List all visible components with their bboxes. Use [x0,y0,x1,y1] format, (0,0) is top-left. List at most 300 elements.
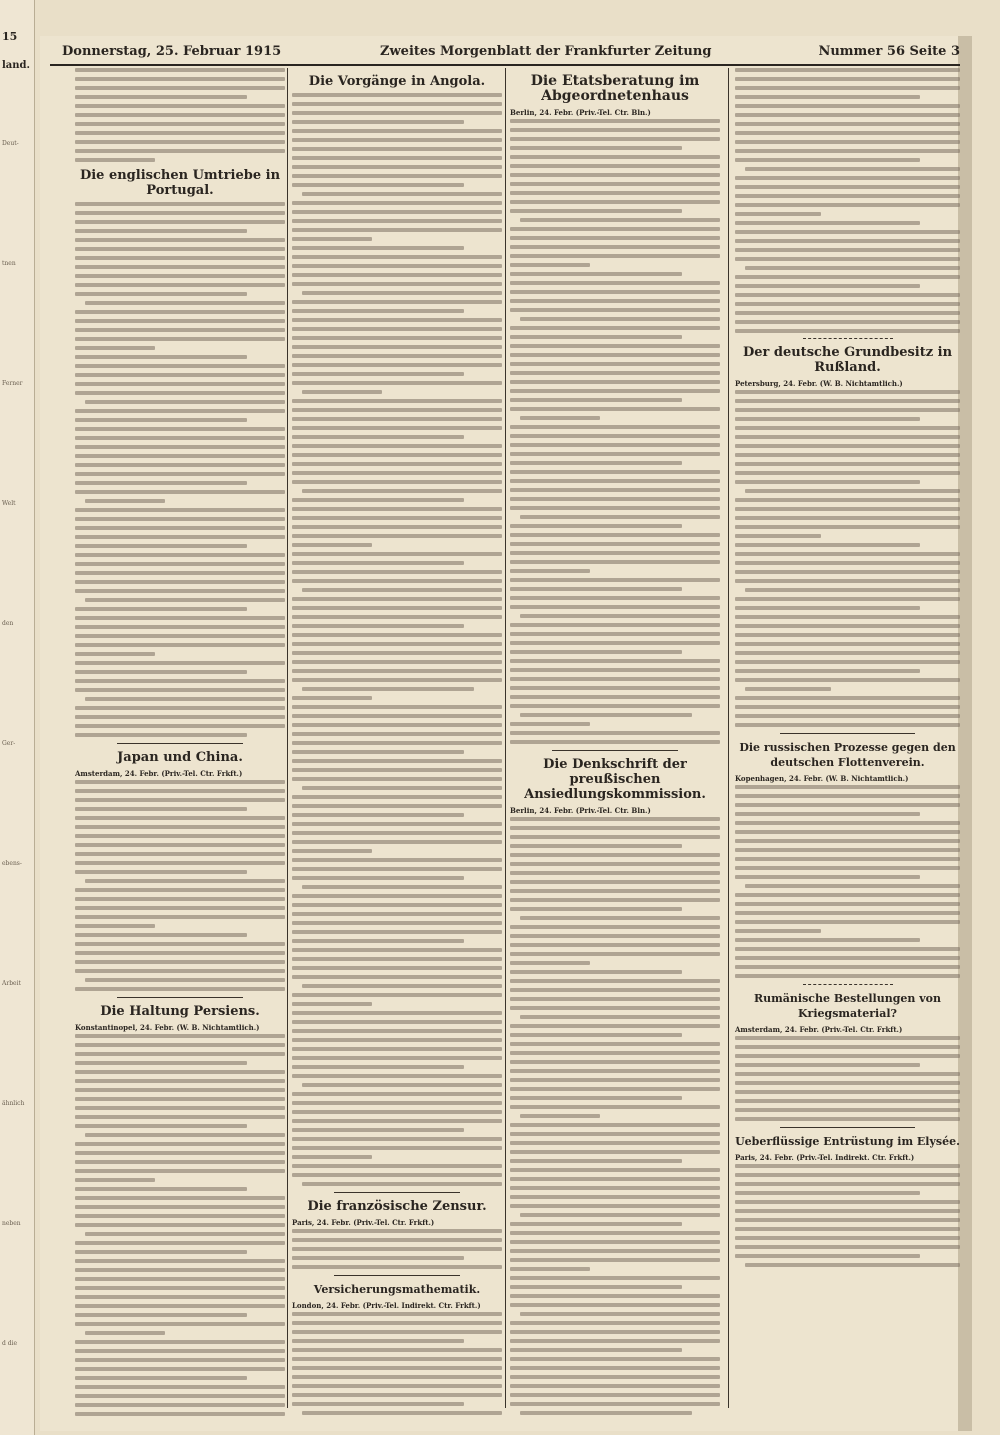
text-line [75,924,155,928]
text-line [735,848,960,852]
text-line [735,920,960,924]
previous-page-edge [0,0,35,1435]
text-line [292,156,502,160]
text-line [75,364,285,368]
text-line [735,1054,960,1058]
text-line [292,255,502,259]
text-line [292,660,502,664]
text-line [735,248,960,252]
text-line [292,939,464,943]
text-line [75,897,285,901]
text-line [292,840,502,844]
text-line [520,713,692,717]
text-line [75,1259,285,1263]
text-line [85,598,285,602]
text-line [735,390,960,394]
text-line [75,283,285,287]
text-line [75,580,285,584]
article-body [510,119,720,744]
text-line [510,1258,720,1262]
text-line [510,569,590,573]
text-line [735,1209,960,1213]
text-line [510,623,720,627]
text-line [510,398,682,402]
text-line [75,104,285,108]
text-line [75,220,285,224]
text-line [292,912,502,916]
text-line [735,785,960,789]
text-line [510,1186,720,1190]
text-line [735,803,960,807]
text-line [735,1245,960,1249]
text-line [735,1254,920,1258]
text-line [510,952,720,956]
text-line [292,876,464,880]
text-line [85,1331,165,1335]
text-line [302,489,502,493]
text-line [510,1294,720,1298]
text-line [292,1092,502,1096]
text-line [75,1394,285,1398]
text-line [510,925,720,929]
text-line [292,282,502,286]
text-line [735,1164,960,1168]
text-line [735,525,960,529]
text-line [510,1024,720,1028]
text-line [510,1357,720,1361]
text-line [510,1006,720,1010]
text-line [75,834,285,838]
text-line [292,219,502,223]
separator [117,997,243,998]
text-line [85,697,285,701]
text-line [75,888,285,892]
text-line [510,254,720,258]
text-line [292,1375,502,1379]
text-line [510,1222,682,1226]
text-line [510,443,720,447]
text-line [75,535,285,539]
edge-fragment: Ger- [2,740,16,747]
separator [780,1127,915,1128]
text-line [75,1304,285,1308]
text-line [292,1366,502,1370]
text-line [292,1155,372,1159]
text-line [75,1124,247,1128]
text-line [75,481,247,485]
text-line [510,1141,720,1145]
text-line [75,1034,285,1038]
text-line [745,489,960,493]
text-line [75,149,285,153]
text-line [735,149,960,153]
ornamental-rule [803,338,893,339]
text-line [75,158,155,162]
text-line [510,308,720,312]
text-line [292,849,372,853]
text-line [75,715,285,719]
text-line [292,1321,502,1325]
text-line [292,462,502,466]
text-line [75,122,285,126]
text-line [75,1223,285,1227]
text-line [510,200,720,204]
text-line [735,821,960,825]
text-line [75,870,247,874]
text-line [75,490,285,494]
edge-fragment: ebens- [2,860,22,867]
text-line [75,427,285,431]
text-line [302,291,502,295]
text-line [510,1249,720,1253]
text-line [75,616,285,620]
text-line [735,893,960,897]
text-line [510,1159,682,1163]
text-line [75,256,285,260]
text-line [735,669,920,673]
text-line [302,192,502,196]
text-line [85,1232,285,1236]
text-line [292,1238,502,1242]
text-line [292,516,502,520]
text-line [292,822,502,826]
edge-fragment: den [2,620,14,627]
text-line [75,1106,285,1110]
text-line [520,1411,692,1415]
text-line [292,921,502,925]
masthead-line [50,42,960,66]
article [75,1004,285,1418]
text-line [75,562,285,566]
separator [334,1192,460,1193]
article-headline: Die französische Zensur. [307,1199,487,1214]
text-line [735,857,960,861]
edge-fragment: Welt [2,500,16,507]
text-line [292,525,502,529]
text-line [510,898,720,902]
text-line [292,1020,502,1024]
text-line [735,1063,920,1067]
text-line [75,391,285,395]
text-line [85,879,285,883]
text-line [735,794,960,798]
text-line [75,247,285,251]
text-line [510,1033,682,1037]
article-headline: Der deutsche Grundbesitz in Rußland. [742,345,953,375]
text-line [292,1119,502,1123]
text-line [735,221,920,225]
text-line [510,281,720,285]
text-line [75,238,285,242]
text-line [75,553,285,557]
text-line [292,1384,502,1388]
text-line [735,131,960,135]
text-line [520,317,720,321]
text-line [75,86,285,90]
text-line [510,578,720,582]
text-line [745,266,960,270]
text-line [75,544,247,548]
text-line [735,552,960,556]
text-line [75,1061,247,1065]
text-line [510,344,720,348]
text-line [510,353,720,357]
text-line [292,1038,502,1042]
text-line [735,812,920,816]
text-line [302,390,382,394]
text-line [510,1132,720,1136]
text-line [510,1384,720,1388]
text-line [75,571,285,575]
text-line [510,1204,720,1208]
text-line [510,128,720,132]
text-line [292,174,502,178]
text-line [292,498,464,502]
article-body [75,68,285,153]
text-line [735,534,821,538]
text-line [292,696,372,700]
article-headline: Ueberflüssige Entrüstung im Elysée. [735,1135,960,1148]
text-line [292,165,502,169]
text-line [735,104,960,108]
text-line [735,606,920,610]
text-line [292,129,502,133]
text-line [735,839,960,843]
text-line [745,167,960,171]
text-line [292,975,502,979]
text-line [735,435,960,439]
text-line [302,687,474,691]
text-line [510,119,720,123]
text-line [735,1227,960,1231]
text-line [292,597,502,601]
article-headline: Die Vorgänge in Angola. [308,74,486,89]
text-line [510,389,720,393]
text-line [735,660,960,664]
text-line [292,777,502,781]
article [75,168,285,737]
text-line [292,678,502,682]
article-headline: Die Haltung Persiens. [100,1004,260,1019]
article [735,345,960,727]
text-line [510,1339,720,1343]
text-line [510,1393,720,1397]
text-line [735,293,960,297]
edge-fragment: Arbeit [2,980,21,987]
article [292,74,502,1186]
article-dateline: Berlin, 24. Febr. (Priv.-Tel. Ctr. Bln.) [510,108,651,117]
text-line [302,588,502,592]
text-line [302,984,502,988]
text-line [735,77,960,81]
text-line [292,867,502,871]
text-line [510,1285,682,1289]
text-line [75,1160,285,1164]
text-line [292,1002,372,1006]
article-headline: Die russischen Prozesse gegen den deutschen Flottenverein. [739,741,956,769]
column-rule [505,68,506,1408]
text-line [510,1168,720,1172]
text-line [510,632,720,636]
text-line [510,380,720,384]
text-line [735,516,960,520]
text-line [510,191,720,195]
text-line [292,723,502,727]
text-line [75,724,285,728]
text-line [735,122,960,126]
text-line [75,1151,285,1155]
text-line [735,1081,960,1085]
text-line [292,1402,464,1406]
text-line [510,1069,720,1073]
text-line [292,858,502,862]
text-line [75,825,285,829]
text-line [292,768,502,772]
text-line [75,960,285,964]
text-line [75,436,285,440]
text-line [75,987,285,991]
text-line [75,1088,285,1092]
text-line [735,1191,920,1195]
text-line [292,1128,464,1132]
text-line [520,916,720,920]
text-line [292,1348,502,1352]
text-line [510,1240,720,1244]
text-line [75,625,285,629]
text-line [75,1205,285,1209]
text-line [510,1330,720,1334]
text-line [510,1195,720,1199]
article-headline: Rumänische Bestellungen von Kriegsmaterial? [754,992,941,1020]
text-line [75,140,285,144]
text-line [510,1267,590,1271]
text-line [292,570,502,574]
text-line [292,957,502,961]
text-line [75,688,285,692]
text-line [292,102,502,106]
text-line [75,1178,155,1182]
text-line [75,328,285,332]
article-body [75,780,285,991]
text-line [292,453,502,457]
text-line [302,1182,502,1186]
text-line [510,497,720,501]
text-line [292,561,464,565]
article-body [735,1164,960,1267]
text-line [735,696,960,700]
text-line [735,956,960,960]
article-dateline: Paris, 24. Febr. (Priv.-Tel. Indirekt. Ctr. Frkft.) [735,1153,915,1162]
text-line [75,463,285,467]
article-body [735,390,960,727]
text-line [735,579,960,583]
text-line [292,354,502,358]
text-line [292,372,464,376]
text-line [75,1115,285,1119]
text-line [75,915,285,919]
text-line [292,138,502,142]
text-line [510,326,720,330]
text-line [292,831,502,835]
text-line [735,95,920,99]
text-line [75,382,285,386]
text-line [75,807,247,811]
text-line [510,889,720,893]
text-line [292,1101,502,1105]
previous-page-number: 15 [2,30,18,43]
text-line [735,507,960,511]
text-line [510,173,720,177]
text-line [292,795,502,799]
text-line [510,1087,720,1091]
text-line [292,318,502,322]
text-line [75,1214,285,1218]
text-line [735,597,960,601]
text-line [292,264,502,268]
text-line [735,480,920,484]
text-line [735,875,920,879]
text-line [292,1256,464,1260]
text-line [510,844,682,848]
text-line [735,302,960,306]
text-line [292,363,502,367]
text-line [510,1375,720,1379]
text-line [75,643,285,647]
column-1 [75,68,285,1418]
text-line [292,1065,464,1069]
text-line [520,1312,720,1316]
text-line [292,480,502,484]
text-line [735,498,960,502]
text-line [75,77,285,81]
text-line [735,239,960,243]
text-line [735,570,960,574]
text-line [75,1142,285,1146]
text-line [292,741,502,745]
text-line [75,1052,285,1056]
text-line [75,1367,285,1371]
text-line [292,1393,502,1397]
text-line [292,237,372,241]
text-line [75,526,285,530]
text-line [75,1277,285,1281]
article [292,1199,502,1269]
text-line [510,335,682,339]
text-line [292,309,464,313]
text-line [735,275,960,279]
text-line [510,263,590,267]
text-line [510,182,720,186]
text-line [735,1099,960,1103]
text-line [510,853,720,857]
text-line [292,543,372,547]
text-line [292,1265,502,1269]
text-line [75,202,285,206]
text-line [75,517,285,521]
text-line [292,669,502,673]
article-headline: Die Etatsberatung im Abgeordnetenhaus [530,73,700,104]
text-line [510,1321,720,1325]
text-line [735,947,960,951]
text-line [75,798,285,802]
text-line [292,246,464,250]
text-line [75,274,285,278]
text-line [292,435,464,439]
text-line [292,381,502,385]
text-line [292,534,502,538]
text-line [75,1250,247,1254]
text-line [292,732,502,736]
